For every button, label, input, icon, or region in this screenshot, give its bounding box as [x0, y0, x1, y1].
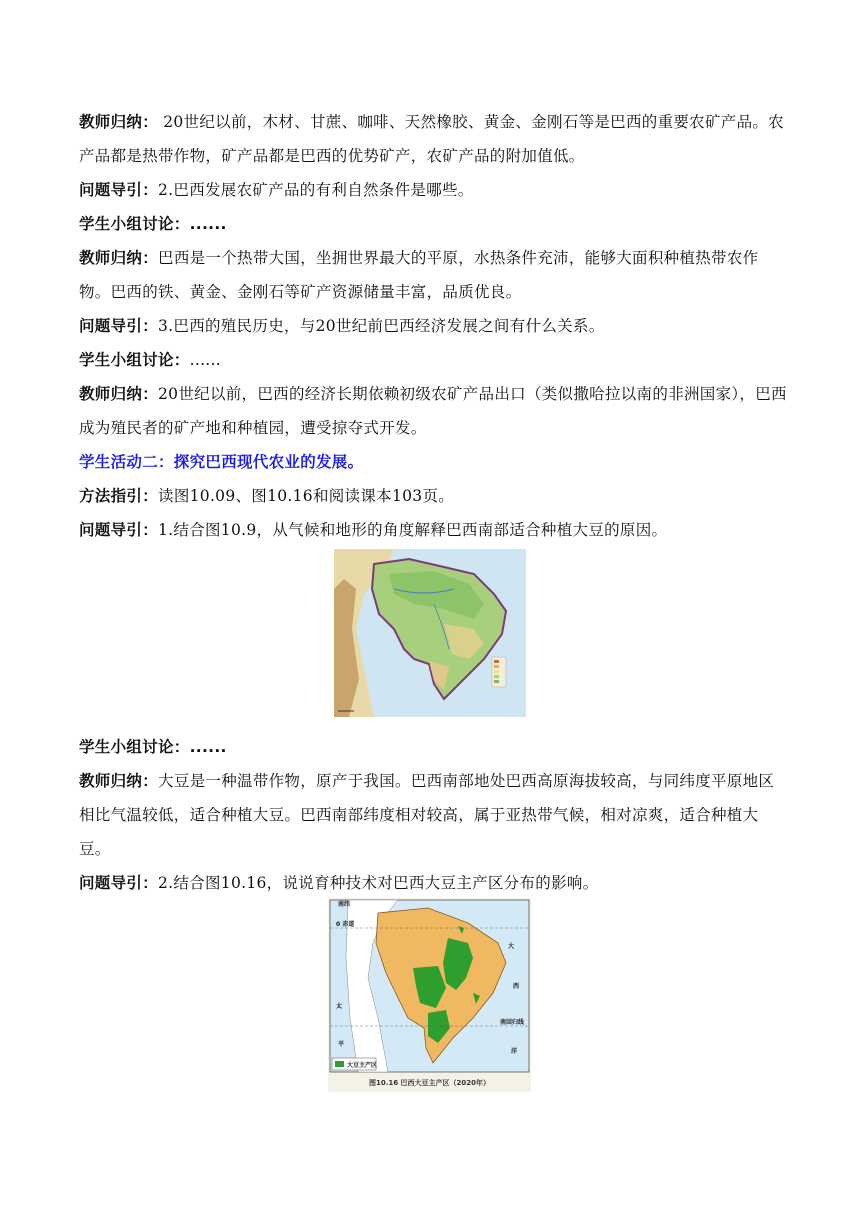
paragraph-label: 教师归纳： — [79, 385, 159, 403]
paragraph-label: 方法指引： — [79, 487, 159, 505]
figure-caption: 图10.16 巴西大豆主产区（2020年） — [368, 1079, 491, 1087]
ocean-label-ping: 平 — [338, 1041, 345, 1048]
paragraph-text: 3.巴西的殖民历史，与20世纪前巴西经济发展之间有什么关系。 — [158, 317, 605, 335]
tropic-label: 南回归线 — [500, 1019, 525, 1026]
paragraph-text: ...... — [189, 738, 227, 756]
paragraph-question-2 — [79, 173, 789, 207]
paragraph-label: 问题导引： — [79, 874, 159, 892]
paragraph-label: 问题导引： — [79, 181, 159, 199]
paragraph-group-discussion-3 — [79, 730, 789, 764]
paragraph-question-2b — [79, 866, 789, 900]
paragraph-method-guide — [79, 479, 789, 513]
paragraph-text: 2.结合图10.16，说说育种技术对巴西大豆主产区分布的影响。 — [158, 874, 599, 892]
paragraph-label: 学生小组讨论： — [79, 215, 190, 233]
paragraph-label: 学生小组讨论： — [79, 351, 190, 369]
paragraph-text: 20世纪以前，木材、甘蔗、咖啡、天然橡胶、黄金、金刚石等是巴西的重要农矿产品。农产品都是热带作物，矿产品都是巴西的优势矿产，农矿产品的附加值低。 — [79, 113, 784, 165]
ocean-label-atlantic: 洋 — [511, 1048, 518, 1055]
activity-heading — [79, 445, 789, 479]
paragraph-teacher-summary-1 — [79, 105, 789, 173]
paragraph-teacher-summary-3 — [79, 377, 789, 445]
paragraph-question-3 — [79, 309, 789, 343]
activity-heading-text: 学生活动二：探究巴西现代农业的发展。 — [79, 453, 364, 471]
equator-label: 0 赤道 — [336, 921, 355, 928]
legend-label: 大豆主产区 — [347, 1062, 378, 1069]
paragraph-label: 教师归纳： — [79, 772, 159, 790]
paragraph-text: 大豆是一种温带作物，原产于我国。巴西南部地处巴西高原海拔较高，与同纬度平原地区相比气温较低，适合种植大豆。巴西南部纬度相对较高，属于亚热带气候，相对凉爽，适合种植大豆。 — [79, 772, 775, 858]
ocean-label-xi: 西 — [513, 983, 520, 990]
paragraph-text: 2.巴西发展农矿产品的有利自然条件是哪些。 — [158, 181, 474, 199]
paragraph-text: 巴西是一个热带大国，坐拥世界最大的平原，水热条件充沛，能够大面积种植热带农作物。巴西的铁、黄金、金刚石等矿产资源储量丰富，品质优良。 — [79, 249, 759, 301]
paragraph-text: ...... — [189, 215, 227, 233]
paragraph-label: 问题导引： — [79, 521, 159, 539]
paragraph-question-1b — [79, 513, 789, 547]
paragraph-group-discussion-2 — [79, 343, 789, 377]
paragraph-label: 问题导引： — [79, 317, 159, 335]
paragraph-text: ...... — [189, 351, 221, 369]
paragraph-teacher-summary-4 — [79, 764, 789, 866]
paragraph-label: 教师归纳： — [79, 249, 159, 267]
paragraph-label: 教师归纳： — [79, 113, 159, 131]
ocean-label-da: 大 — [508, 943, 515, 950]
paragraph-text: 20世纪以前，巴西的经济长期依赖初级农矿产品出口（类似撒哈拉以南的非洲国家），巴西成为殖民者的矿产地和种植园，遭受掠夺式开发。 — [79, 385, 787, 437]
legend-swatch — [335, 1061, 344, 1067]
paragraph-teacher-summary-2 — [79, 241, 789, 309]
brazil-terrain-map — [334, 549, 526, 717]
paragraph-group-discussion-1 — [79, 207, 789, 241]
ocean-label-tai: 太 — [336, 1003, 343, 1010]
paragraph-text: 1.结合图10.9，从气候和地形的角度解释巴西南部适合种植大豆的原因。 — [158, 521, 668, 539]
paragraph-label: 学生小组讨论： — [79, 738, 190, 756]
corner-label: 南纬 — [338, 901, 351, 908]
paragraph-text: 读图10.09、图10.16和阅读课本103页。 — [158, 487, 455, 505]
soybean-region-map — [328, 898, 531, 1092]
